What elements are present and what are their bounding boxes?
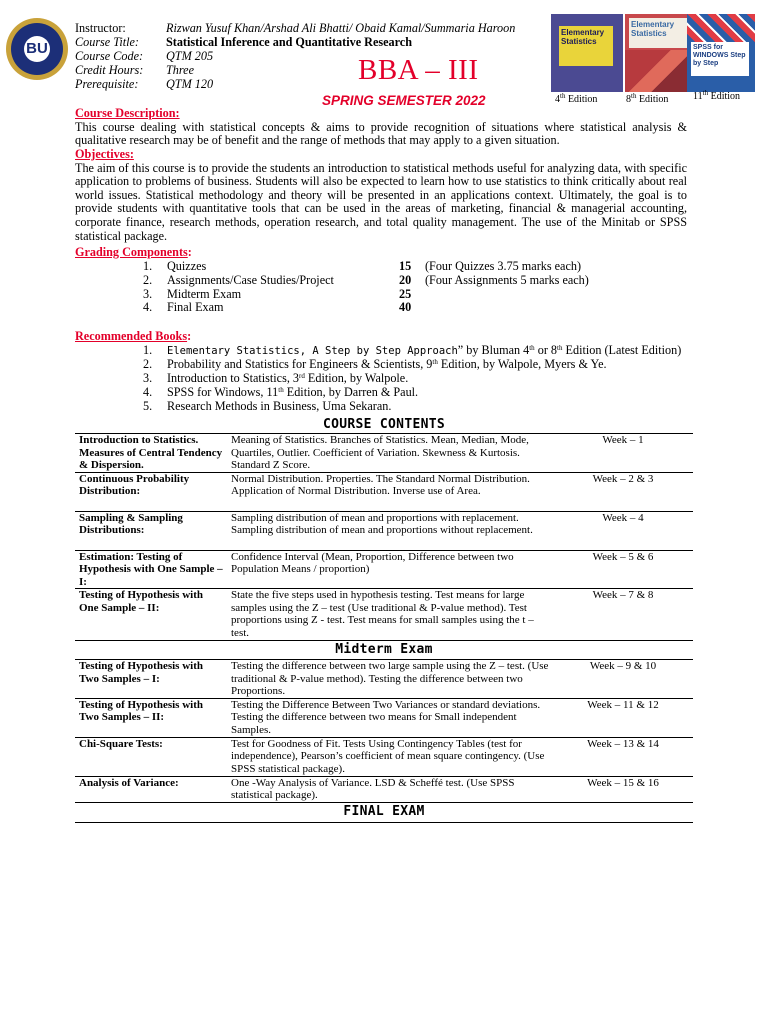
edition-label-1: 4th Edition (555, 92, 598, 105)
topic-cell: Testing of Hypothesis with One Sample – II: (79, 589, 203, 614)
edition-label-2: 8th Edition (626, 92, 669, 105)
grading-item: 2. Assignments/Case Studies/Project 20 (Four Assignments 5 marks each) (143, 272, 589, 287)
course-topic-row (75, 737, 693, 776)
course-topic-row (75, 511, 693, 550)
content-cell: State the five steps used in hypothesis testing. Test means for large samples using the Z – test (Use traditional & P-value method). Test proportions using Z - test. Test means for small samples using the t – test. (231, 589, 534, 639)
topic-cell: Estimation: Testing of Hypothesis with One Sample – I: (79, 550, 223, 588)
week-cell: Week – 15 & 16 (587, 776, 659, 789)
instructor-label: Instructor: (75, 21, 126, 35)
recommended-heading: Recommended Books: (75, 329, 192, 343)
course-topic-row (75, 434, 693, 472)
final-exam-title: FINAL EXAM (343, 804, 425, 819)
credit-hours-row (75, 63, 194, 77)
logo-monogram: BU (24, 36, 50, 62)
program-title: BBA – III (358, 54, 479, 86)
credit-hours-label: Credit Hours: (75, 63, 144, 77)
prerequisite-label: Prerequisite: (75, 77, 139, 91)
course-topic-row (75, 589, 693, 641)
course-topic-row (75, 660, 693, 698)
course-topic-row (75, 472, 693, 511)
course-topic-row (75, 550, 693, 589)
course-topic-row (75, 698, 693, 737)
week-cell: Week – 4 (602, 511, 644, 524)
content-cell: Testing the difference between two large sample using the Z – test. (Use traditional & P-value method). Testing the difference between two Proportions. (231, 660, 549, 697)
objectives-text: The aim of this course is to provide the students an introduction to statistical methods useful for analyzing data, with specific application to problems of business. Students will also be expected to learn how to use statistics to think critically about real world issues. Statistical methodology and theory will be presented in an applications context. Ultimately, the goal is to provide students with quantitative tools that can be used in the areas of marketing, financial & managerial accounting, corporate finance, research methods, operation research, and total quality management. The use of the Minitab or SPSS statistical package. (75, 160, 687, 243)
objectives-heading: Objectives: (75, 147, 134, 161)
book-item-5: 5. Research Methods in Business, Uma Sekaran. (143, 399, 392, 413)
topic-cell: Testing of Hypothesis with Two Samples – I: (79, 660, 203, 685)
course-description (75, 107, 687, 148)
week-cell: Week – 2 & 3 (592, 472, 654, 485)
semester-title: SPRING SEMESTER 2022 (322, 93, 486, 108)
university-logo (6, 18, 68, 80)
grading-item: 1. Quizzes 15 (Four Quizzes 3.75 marks each) (143, 259, 582, 273)
book-cover-title: Elementary Statistics (561, 28, 605, 46)
book-cover-spss (687, 14, 755, 92)
credit-hours-value: Three (166, 63, 194, 77)
topic-cell: Testing of Hypothesis with Two Samples – II: (79, 698, 203, 723)
prerequisite-value: QTM 120 (166, 77, 214, 91)
content-cell: Testing the Difference Between Two Variances or standard deviations. Testing the difference between two means for Small independent Samples. (231, 698, 541, 736)
content-cell: Normal Distribution. Properties. The Standard Normal Distribution. Application of Normal Distribution. Inverse use of Area. (231, 472, 530, 497)
course-contents-title: COURSE CONTENTS (323, 417, 445, 432)
book-item-1: 1. Elementary Statistics, A Step by Step Approach” by Bluman 4th or 8th Edition (Latest Edition) (143, 343, 682, 357)
book-item-4: 4. SPSS for Windows, 11th Edition, by Darren & Paul. (143, 385, 419, 399)
week-cell: Week – 7 & 8 (592, 589, 654, 601)
course-title-row (75, 35, 412, 49)
content-cell: One -Way Analysis of Variance. LSD & Scheffé test. (Use SPSS statistical package). (231, 776, 515, 801)
course-description-text: This course dealing with statistical concepts & aims to provide recognition of situations where statistical analysis & qualitative research may be of benefit and the range of methods that may apply to a given situation. (75, 119, 687, 148)
week-cell: Week – 1 (602, 434, 644, 446)
course-code-value: QTM 205 (166, 49, 214, 63)
course-topic-row (75, 776, 693, 802)
content-cell: Sampling distribution of mean and proportions with replacement. Sampling distribution of mean and proportions without replacement. (231, 511, 533, 536)
course-description-heading: Course Description: (75, 106, 180, 120)
course-contents-table-1 (75, 434, 693, 641)
objectives (75, 148, 687, 243)
edition-label-3: 11th Edition (693, 89, 741, 102)
topic-cell: Sampling & Sampling Distributions: (79, 511, 183, 536)
grading-item: 3. Midterm Exam 25 (143, 286, 412, 301)
course-code-label: Course Code: (75, 49, 144, 63)
week-cell: Week – 13 & 14 (587, 737, 659, 750)
book-cover-title: SPSS for WINDOWS Step by Step (693, 44, 746, 67)
midterm-title: Midterm Exam (335, 642, 433, 657)
topic-cell: Introduction to Statistics. Measures of Central Tendency & Dispersion. (79, 434, 223, 471)
instructor-value: Rizwan Yusuf Khan/Arshad Ali Bhatti/ Obaid Kamal/Summaria Haroon (166, 21, 516, 35)
content-cell: Confidence Interval (Mean, Proportion, Difference between two Population Means / proportion) (231, 550, 514, 575)
prerequisite-row (75, 77, 213, 91)
topic-cell: Analysis of Variance: (79, 776, 179, 789)
topic-cell: Chi-Square Tests: (79, 737, 163, 750)
grading-heading: Grading Components: (75, 245, 192, 259)
book-cover-title: Elementary Statistics (631, 20, 675, 38)
week-cell: Week – 9 & 10 (589, 660, 657, 672)
content-cell: Meaning of Statistics. Branches of Statistics. Mean, Median, Mode, Quartiles, Outlier. Coefficient of Variation. Skewness & Kurtosis. Standard Z Score. (231, 434, 529, 471)
course-contents-table-2 (75, 660, 693, 803)
week-cell: Week – 11 & 12 (587, 698, 659, 711)
instructor-row (75, 21, 515, 35)
course-title-value: Statistical Inference and Quantitative Research (166, 35, 412, 49)
book-item-2: 2. Probability and Statistics for Engineers & Scientists, 9th Edition, by Walpole, Myers & Ye. (143, 357, 607, 371)
course-title-label: Course Title: (75, 35, 139, 49)
final-border (75, 822, 693, 823)
course-code-row (75, 49, 213, 63)
week-cell: Week – 5 & 6 (592, 550, 654, 563)
book-cover-4th-edition (551, 14, 623, 92)
topic-cell: Continuous Probability Distribution: (79, 472, 190, 497)
book-item-3: 3. Introduction to Statistics, 3rd Edition, by Walpole. (143, 371, 409, 385)
content-cell: Test for Goodness of Fit. Tests Using Contingency Tables (test for independence), Pearson’s coefficient of mean square contingency. (Use SPSS statistical package). (231, 737, 545, 775)
grading-item: 4. Final Exam 40 (143, 300, 412, 315)
